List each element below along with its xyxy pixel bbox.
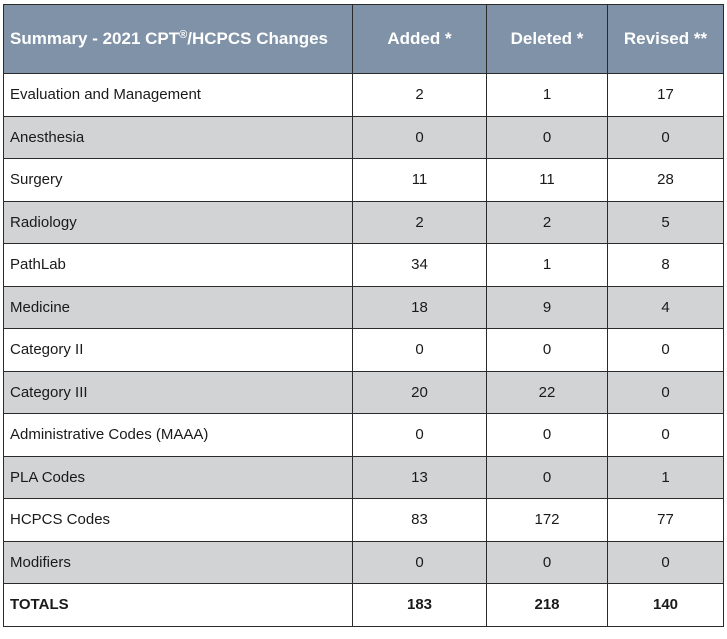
deleted-cell: 0: [487, 329, 608, 372]
added-cell: 18: [353, 286, 487, 329]
table-row: [4, 329, 724, 372]
revised-cell: 4: [608, 286, 724, 329]
table-row: [4, 371, 724, 414]
deleted-cell: 22: [487, 371, 608, 414]
revised-cell: 77: [608, 499, 724, 542]
deleted-cell: 9: [487, 286, 608, 329]
totals-deleted: 218: [487, 584, 608, 627]
added-cell: 0: [353, 541, 487, 584]
deleted-cell: 0: [487, 116, 608, 159]
header-row: [4, 5, 724, 74]
added-cell: 0: [353, 329, 487, 372]
added-cell: 83: [353, 499, 487, 542]
table-row: [4, 244, 724, 287]
header-title: [4, 5, 353, 74]
deleted-cell: 1: [487, 244, 608, 287]
deleted-cell: 172: [487, 499, 608, 542]
row-label: Anesthesia: [4, 116, 353, 159]
revised-cell: 1: [608, 456, 724, 499]
totals-revised: 140: [608, 584, 724, 627]
table-row: [4, 286, 724, 329]
revised-cell: 28: [608, 159, 724, 202]
added-cell: 13: [353, 456, 487, 499]
deleted-cell: 11: [487, 159, 608, 202]
row-label: Category II: [4, 329, 353, 372]
table-row: [4, 74, 724, 117]
deleted-cell: 0: [487, 456, 608, 499]
table-row: [4, 541, 724, 584]
row-label: Administrative Codes (MAAA): [4, 414, 353, 457]
table-row: [4, 456, 724, 499]
summary-table-container: [3, 4, 724, 627]
totals-row: [4, 584, 724, 627]
header-revised: Revised **: [608, 5, 724, 74]
row-label: PLA Codes: [4, 456, 353, 499]
cpt-hcpcs-summary-table: [3, 4, 724, 627]
deleted-cell: 0: [487, 414, 608, 457]
registered-mark: ®: [179, 29, 188, 41]
deleted-cell: 0: [487, 541, 608, 584]
added-cell: 0: [353, 414, 487, 457]
table-header: [4, 5, 724, 74]
revised-cell: 0: [608, 414, 724, 457]
table-row: [4, 159, 724, 202]
header-title-prefix: Summary - 2021 CPT: [10, 29, 180, 48]
revised-cell: 5: [608, 201, 724, 244]
row-label: Category III: [4, 371, 353, 414]
row-label: HCPCS Codes: [4, 499, 353, 542]
header-deleted: Deleted *: [487, 5, 608, 74]
revised-cell: 8: [608, 244, 724, 287]
row-label: Evaluation and Management: [4, 74, 353, 117]
revised-cell: 0: [608, 541, 724, 584]
revised-cell: 0: [608, 329, 724, 372]
row-label: Medicine: [4, 286, 353, 329]
table-row: [4, 499, 724, 542]
deleted-cell: 1: [487, 74, 608, 117]
deleted-cell: 2: [487, 201, 608, 244]
added-cell: 34: [353, 244, 487, 287]
table-row: [4, 201, 724, 244]
revised-cell: 0: [608, 371, 724, 414]
header-added: Added *: [353, 5, 487, 74]
row-label: Surgery: [4, 159, 353, 202]
totals-label: TOTALS: [4, 584, 353, 627]
added-cell: 2: [353, 74, 487, 117]
added-cell: 20: [353, 371, 487, 414]
table-row: [4, 116, 724, 159]
added-cell: 2: [353, 201, 487, 244]
totals-added: 183: [353, 584, 487, 627]
revised-cell: 17: [608, 74, 724, 117]
added-cell: 0: [353, 116, 487, 159]
row-label: Modifiers: [4, 541, 353, 584]
table-body: [4, 74, 724, 627]
row-label: PathLab: [4, 244, 353, 287]
table-row: [4, 414, 724, 457]
added-cell: 11: [353, 159, 487, 202]
header-title-suffix: /HCPCS Changes: [187, 29, 328, 48]
row-label: Radiology: [4, 201, 353, 244]
revised-cell: 0: [608, 116, 724, 159]
